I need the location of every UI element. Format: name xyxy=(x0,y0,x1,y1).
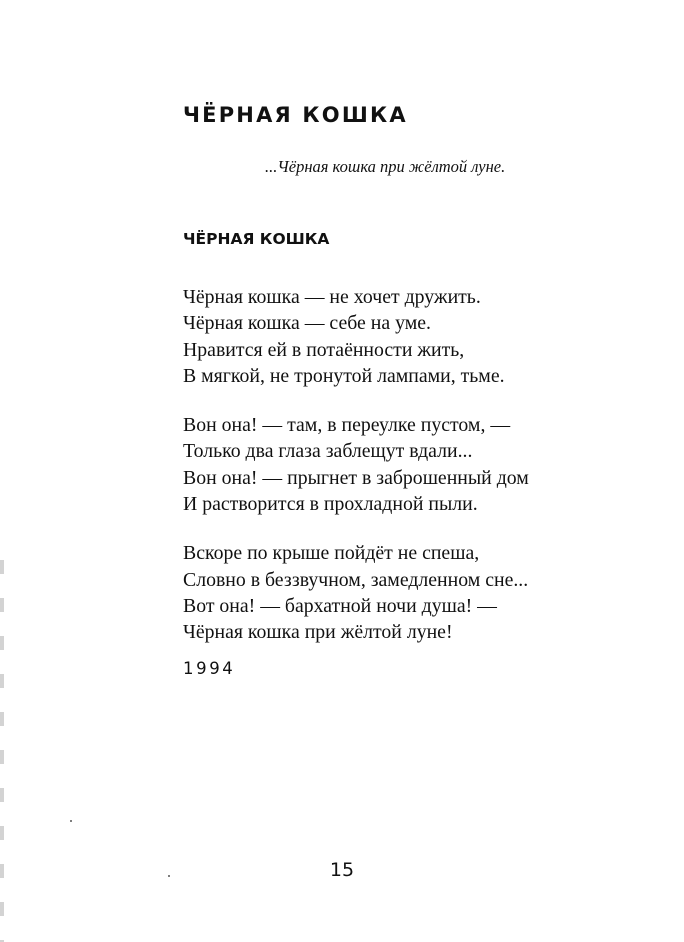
page-number: 15 xyxy=(329,859,355,881)
stanza-2 xyxy=(183,412,623,517)
poem-line: Вскоре по крыше пойдёт не спеша, xyxy=(183,542,480,565)
print-speck xyxy=(70,820,72,822)
page-edge-shadow xyxy=(0,560,4,942)
poem-body xyxy=(183,284,623,669)
poem-line: Чёрная кошка — себе на уме. xyxy=(183,312,431,335)
stanza-3 xyxy=(183,540,623,645)
chapter-title: ЧЁРНАЯ КОШКА xyxy=(183,103,408,127)
poem-year: 1994 xyxy=(183,659,236,678)
poem-line: Словно в беззвучном, замедленном сне... xyxy=(183,568,529,591)
poem-line: Чёрная кошка — не хочет дружить. xyxy=(183,286,481,308)
poem-line: Вон она! — прыгнет в заброшенный дом xyxy=(183,466,529,489)
print-speck xyxy=(168,875,170,877)
stanza-1 xyxy=(183,284,623,389)
poem-line: Вон она! — там, в переулке пустом, — xyxy=(183,414,511,437)
poem-title: ЧЁРНАЯ КОШКА xyxy=(183,230,330,248)
epigraph: ...Чёрная кошка при жёлтой луне. xyxy=(265,157,506,176)
poem-line: Вот она! — бархатной ночи душа! — xyxy=(183,594,497,617)
poem-line: Чёрная кошка при жёлтой луне! xyxy=(183,621,453,644)
poem-line: Нравится ей в потаённости жить, xyxy=(183,338,465,361)
poem-line: И растворится в прохладной пыли. xyxy=(183,493,478,516)
poem-line: В мягкой, не тронутой лампами, тьме. xyxy=(183,364,505,387)
poem-line: Только два глаза заблещут вдали... xyxy=(183,440,473,463)
